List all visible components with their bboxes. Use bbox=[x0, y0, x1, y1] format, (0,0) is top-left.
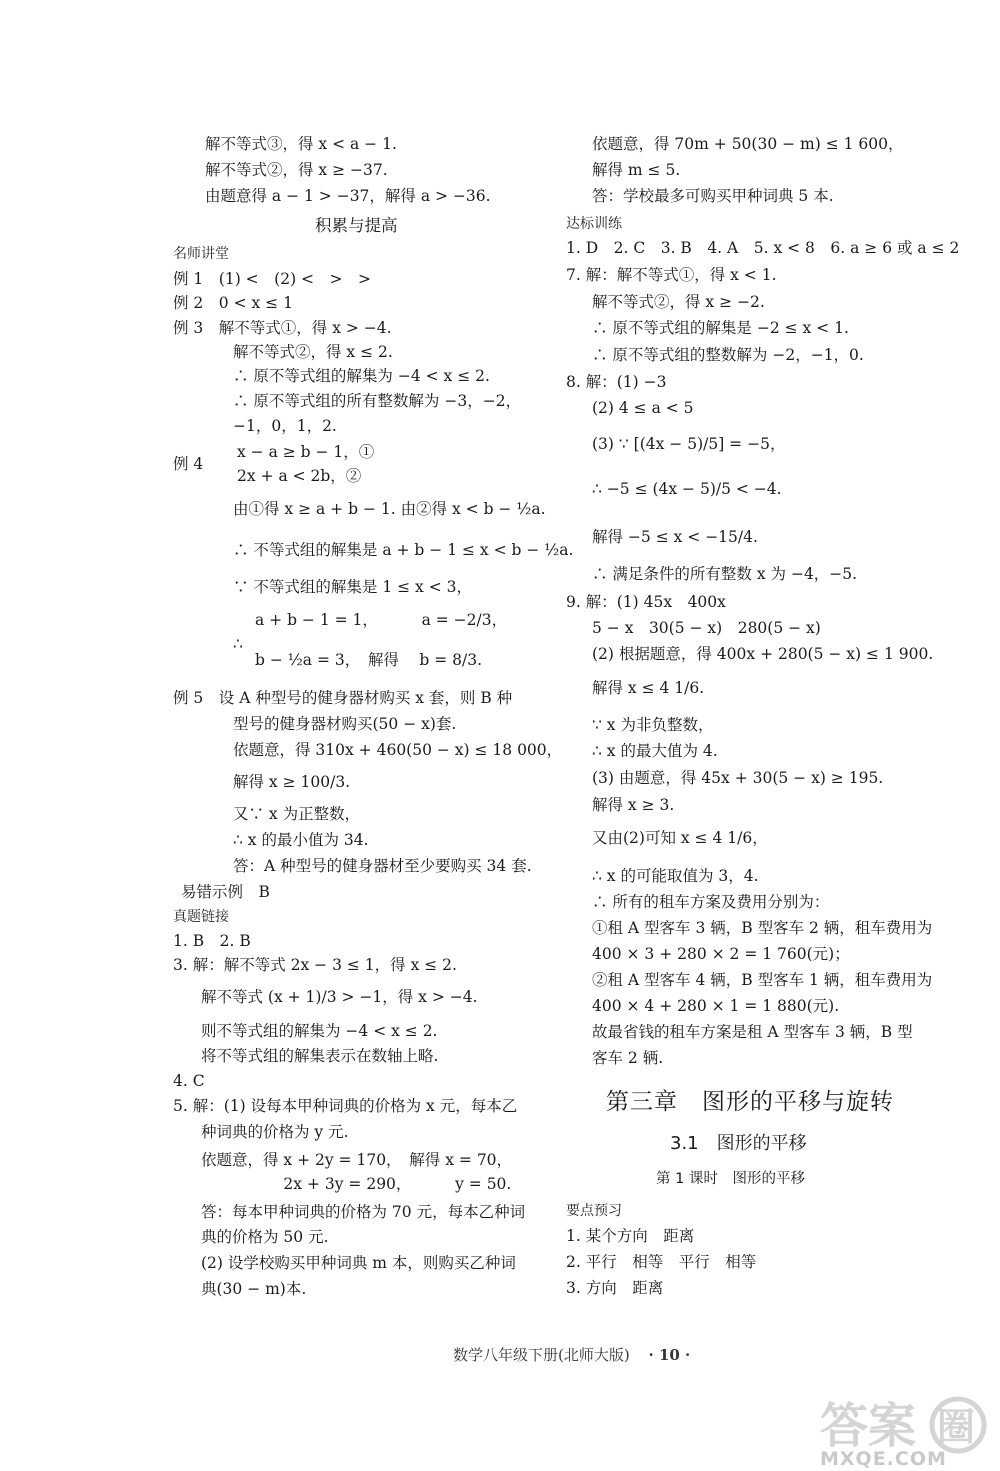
sub-head: 真题链接 bbox=[173, 909, 229, 925]
text-line: (3) ∵ [(4x − 5)/5] = −5， bbox=[592, 435, 786, 453]
text-line: ∵ x 为非负整数， bbox=[592, 716, 714, 734]
text-line: 5. 解：(1) 设每本甲种词典的价格为 x 元，每本乙 bbox=[173, 1097, 518, 1115]
text-line: ∴ 所有的租车方案及费用分别为： bbox=[592, 893, 830, 911]
text-line: 400 × 3 + 280 × 2 = 1 760(元)； bbox=[592, 945, 850, 963]
text-line: 例 4 bbox=[173, 455, 204, 473]
text-line: b − ½a = 3， 解得 b = 8/3. bbox=[255, 651, 483, 669]
text-line: ∴ x 的可能取值为 3，4. bbox=[592, 867, 759, 885]
text-line: ∴ 原不等式组的解集是 −2 ≤ x < 1. bbox=[592, 319, 849, 337]
section-head: 积累与提高 bbox=[315, 216, 398, 235]
text-line: 典的价格为 50 元. bbox=[201, 1228, 329, 1246]
text-line: ∴ 原不等式组的整数解为 −2，−1，0. bbox=[592, 346, 864, 364]
text-line: 3. 方向 距离 bbox=[566, 1279, 664, 1297]
text-line: (2) 4 ≤ a < 5 bbox=[592, 399, 694, 417]
text-line: 解不等式②，得 x ≥ −2. bbox=[592, 293, 765, 311]
text-line: 8. 解：(1) −3 bbox=[566, 373, 667, 391]
text-line: 依题意，得 310x + 460(50 − x) ≤ 18 000， bbox=[233, 741, 563, 759]
sub-head: 要点预习 bbox=[566, 1203, 622, 1219]
text-line: 种词典的价格为 y 元. bbox=[201, 1123, 349, 1141]
text-line: 2. 平行 相等 平行 相等 bbox=[566, 1253, 757, 1271]
text-line: 由①得 x ≥ a + b − 1. 由②得 x < b − ½a. bbox=[233, 500, 546, 518]
sub-head: 达标训练 bbox=[566, 216, 622, 232]
text-line: ∴ −5 ≤ (4x − 5)/5 < −4. bbox=[592, 480, 782, 498]
text-line: 2x + 3y = 290， y = 50. bbox=[201, 1175, 512, 1193]
text-line: 1. B 2. B bbox=[173, 932, 251, 950]
text-line: a + b − 1 = 1， a = −2/3， bbox=[255, 611, 508, 629]
text-line: 解得 x ≥ 3. bbox=[592, 796, 675, 814]
text-line: 型号的健身器材购买(50 − x)套. bbox=[233, 715, 457, 733]
text-line: ∴ 满足条件的所有整数 x 为 −4，−5. bbox=[592, 565, 858, 583]
text-line: 例 2 0 < x ≤ 1 bbox=[173, 294, 293, 312]
text-line: 3. 解：解不等式 2x − 3 ≤ 1，得 x ≤ 2. bbox=[173, 956, 457, 974]
svg-text:答案: 答案 bbox=[820, 1398, 917, 1454]
sec: 3.1 图形的平移 bbox=[670, 1133, 807, 1154]
footer-book-title: 数学八年级下册(北师大版) bbox=[453, 1346, 630, 1364]
text-line: 客车 2 辆. bbox=[592, 1049, 664, 1067]
text-line: 1. D 2. C 3. B 4. A 5. x < 8 6. a ≥ 6 或 a ≤ 2 bbox=[566, 239, 960, 257]
text-line: 解得 x ≥ 100/3. bbox=[233, 773, 351, 791]
text-line: 例 3 解不等式①，得 x > −4. bbox=[173, 319, 392, 337]
text-line: 解得 −5 ≤ x < −15/4. bbox=[592, 528, 758, 546]
text-line: ∴ x 的最大值为 4. bbox=[592, 742, 718, 760]
text-line: ∴ 不等式组的解集是 a + b − 1 ≤ x < b − ½a. bbox=[233, 541, 574, 559]
text-line: 又∵ x 为正整数， bbox=[233, 805, 361, 823]
lesson: 第 1 课时 图形的平移 bbox=[656, 1171, 805, 1187]
text-line: 解得 x ≤ 4 1/6. bbox=[592, 679, 705, 697]
text-line: (2) 根据题意，得 400x + 280(5 − x) ≤ 1 900. bbox=[592, 645, 934, 663]
text-line: 答：A 种型号的健身器材至少要购买 34 套. bbox=[233, 857, 532, 875]
text-line: 故最省钱的租车方案是租 A 型客车 3 辆，B 型 bbox=[592, 1023, 913, 1041]
text-line: (2) 设学校购买甲种词典 m 本，则购买乙种词 bbox=[201, 1254, 516, 1272]
text-line: 解不等式③，得 x < a − 1. bbox=[205, 135, 397, 153]
text-line: 1. 某个方向 距离 bbox=[566, 1227, 695, 1245]
text-line: 4. C bbox=[173, 1072, 205, 1090]
text-line: ②租 A 型客车 4 辆，B 型客车 1 辆，租车费用为 bbox=[592, 971, 933, 989]
text-line: −1，0，1，2. bbox=[233, 417, 337, 435]
text-line: 依题意，得 x + 2y = 170， 解得 x = 70， bbox=[201, 1151, 513, 1169]
text-line: 解得 m ≤ 5. bbox=[592, 161, 681, 179]
text-line: 9. 解：(1) 45x 400x bbox=[566, 593, 726, 611]
text-line: ∴ 原不等式组的解集为 −4 < x ≤ 2. bbox=[233, 367, 490, 385]
text-line: ∴ bbox=[233, 635, 243, 653]
svg-text:圈: 圈 bbox=[937, 1405, 976, 1449]
text-line: x − a ≥ b − 1，① bbox=[237, 443, 375, 461]
text-line: 易错示例 B bbox=[181, 883, 270, 901]
text-line: 典(30 − m)本. bbox=[201, 1280, 307, 1298]
sub-head: 名师讲堂 bbox=[173, 246, 229, 262]
text-line: ①租 A 型客车 3 辆，B 型客车 2 辆，租车费用为 bbox=[592, 919, 933, 937]
chapter: 第三章 图形的平移与旋转 bbox=[606, 1089, 894, 1115]
page-footer bbox=[453, 1344, 690, 1365]
text-line: ∴ 原不等式组的所有整数解为 −3，−2， bbox=[233, 392, 522, 410]
text-line: 依题意，得 70m + 50(30 − m) ≤ 1 600， bbox=[592, 135, 904, 153]
text-line: 由题意得 a − 1 > −37，解得 a > −36. bbox=[205, 187, 491, 205]
text-line: 7. 解：解不等式①，得 x < 1. bbox=[566, 266, 777, 284]
text-line: 答：学校最多可购买甲种词典 5 本. bbox=[592, 187, 834, 205]
watermark-text: MXQE.COM bbox=[820, 1448, 947, 1470]
text-line: 400 × 4 + 280 × 1 = 1 880(元). bbox=[592, 997, 840, 1015]
text-line: 解不等式②，得 x ≤ 2. bbox=[233, 343, 393, 361]
text-line: 将不等式组的解集表示在数轴上略. bbox=[201, 1047, 439, 1065]
text-line: 则不等式组的解集为 −4 < x ≤ 2. bbox=[201, 1022, 438, 1040]
text-line: ∵ 不等式组的解集是 1 ≤ x < 3， bbox=[233, 578, 473, 596]
text-line: ∴ x 的最小值为 34. bbox=[233, 831, 369, 849]
text-line: 例 5 设 A 种型号的健身器材购买 x 套，则 B 种 bbox=[173, 689, 513, 707]
text-line: 例 1 (1) < (2) < > > bbox=[173, 270, 372, 288]
text-line: 答：每本甲种词典的价格为 70 元，每本乙种词 bbox=[201, 1203, 526, 1221]
page-number: · 10 · bbox=[648, 1346, 691, 1364]
text-line: 5 − x 30(5 − x) 280(5 − x) bbox=[592, 619, 821, 637]
text-line: 解不等式 (x + 1)/3 > −1，得 x > −4. bbox=[201, 988, 478, 1006]
text-line: 又由(2)可知 x ≤ 4 1/6， bbox=[592, 829, 768, 847]
text-line: 解不等式②，得 x ≥ −37. bbox=[205, 161, 388, 179]
text-line: (3) 由题意，得 45x + 30(5 − x) ≥ 195. bbox=[592, 769, 884, 787]
text-line: 2x + a < 2b，② bbox=[237, 467, 362, 485]
